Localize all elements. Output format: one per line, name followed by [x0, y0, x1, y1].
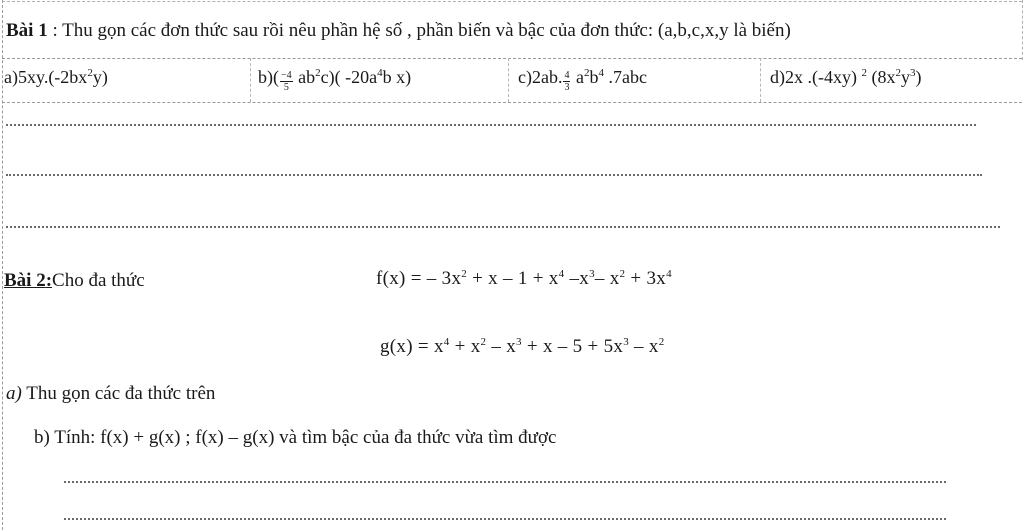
- bai2-part-b: [34, 427, 556, 449]
- exponent: 2: [658, 336, 665, 348]
- fraction-denominator: 3: [564, 82, 570, 93]
- monomial-d: [770, 67, 921, 88]
- frame-right-border: [1022, 0, 1023, 60]
- monomial-a: [4, 67, 108, 88]
- exponent: 2: [87, 67, 93, 79]
- monomial-c-text: b: [589, 67, 599, 87]
- table-row-line-top: [2, 58, 1022, 59]
- column-separator: [760, 58, 761, 102]
- polynomial-g: [380, 336, 665, 358]
- exponent: 2: [480, 336, 487, 348]
- exponent: 4: [443, 336, 450, 348]
- bai2-label: Bài 2: [4, 270, 46, 291]
- exponent: 3: [516, 336, 522, 348]
- polynomial-f-term: + 3x: [625, 268, 667, 289]
- monomial-b-text: b)(: [258, 67, 279, 87]
- bai1-label: Bài 1: [6, 20, 48, 41]
- frame-left-border: [2, 0, 3, 530]
- exponent: 2: [861, 67, 867, 79]
- exponent: 4: [666, 268, 672, 280]
- polynomial-g-term: – x: [486, 336, 517, 357]
- monomial-c-text-end: .7abc: [603, 67, 647, 87]
- answer-line: [64, 518, 946, 528]
- polynomial-g-term: + x: [449, 336, 481, 357]
- polynomial-f: [376, 268, 672, 290]
- exponent: 2: [315, 67, 321, 79]
- exponent: 3: [589, 268, 595, 280]
- exponent: 4: [558, 268, 565, 280]
- monomial-d-text-end: ): [915, 67, 922, 87]
- part-b-label: b): [34, 427, 50, 448]
- bai2-instruction: Cho đa thức: [52, 270, 145, 291]
- part-a-text: Thu gọn các đa thức trên: [21, 383, 216, 404]
- fraction: [280, 70, 293, 93]
- polynomial-f-term: f(x) = – 3x: [376, 268, 462, 289]
- answer-line: [6, 174, 982, 184]
- exponent: 4: [598, 67, 604, 79]
- monomial-a-text: a)5xy.(-2bx: [4, 67, 88, 87]
- bai2-colon: :: [45, 270, 53, 291]
- bai2-part-a: [6, 383, 215, 405]
- answer-line: [64, 481, 946, 491]
- exponent: 2: [461, 268, 468, 280]
- bai2-title: [4, 270, 145, 292]
- table-row-line-bottom: [2, 102, 1022, 103]
- monomial-c-text: c)2ab.: [518, 67, 563, 87]
- polynomial-g-term: + x – 5 + 5x: [521, 336, 624, 357]
- bai1-title: [6, 20, 791, 42]
- part-a-label: a): [6, 383, 22, 404]
- fraction: [563, 70, 570, 93]
- answer-line: [6, 124, 976, 134]
- monomial-d-text: y: [900, 67, 910, 87]
- polynomial-f-term: –x: [564, 268, 590, 289]
- fraction-numerator: −4: [281, 70, 292, 81]
- frame-top-border: [2, 1, 1022, 2]
- fraction-numerator: 4: [564, 70, 570, 81]
- monomial-b-text: ab: [293, 67, 316, 87]
- bai1-instruction: : Thu gọn các đơn thức sau rồi nêu phần hệ số , phần biến và bậc của đơn thức: (a,b,c,x,y là biến): [47, 20, 791, 41]
- monomial-b-text: c)( -20a: [320, 67, 378, 87]
- monomial-b-text-end: b x): [382, 67, 412, 87]
- exponent: 2: [895, 67, 901, 79]
- monomial-c-text: a: [571, 67, 584, 87]
- column-separator: [508, 58, 509, 102]
- exponent: 2: [619, 268, 626, 280]
- exponent: 2: [583, 67, 590, 79]
- polynomial-f-term: + x – 1 + x: [467, 268, 559, 289]
- answer-line: [6, 226, 1000, 236]
- fraction-denominator: 5: [283, 82, 289, 93]
- monomial-a-text-end: y): [92, 67, 108, 87]
- column-separator: [250, 58, 251, 102]
- polynomial-g-term: – x: [629, 336, 659, 357]
- monomial-d-text: (8x: [866, 67, 896, 87]
- monomial-d-text: d)2x .(-4xy): [770, 67, 862, 87]
- polynomial-g-term: g(x) = x: [380, 336, 444, 357]
- part-b-text: Tính: f(x) + g(x) ; f(x) – g(x) và tìm bậc của đa thức vừa tìm được: [49, 427, 557, 448]
- exponent: 3: [623, 336, 629, 348]
- monomial-c: [518, 67, 647, 93]
- monomial-b: [258, 67, 411, 93]
- exponent: 3: [909, 67, 916, 79]
- polynomial-f-term: – x: [594, 268, 620, 289]
- exponent: 4: [377, 67, 383, 79]
